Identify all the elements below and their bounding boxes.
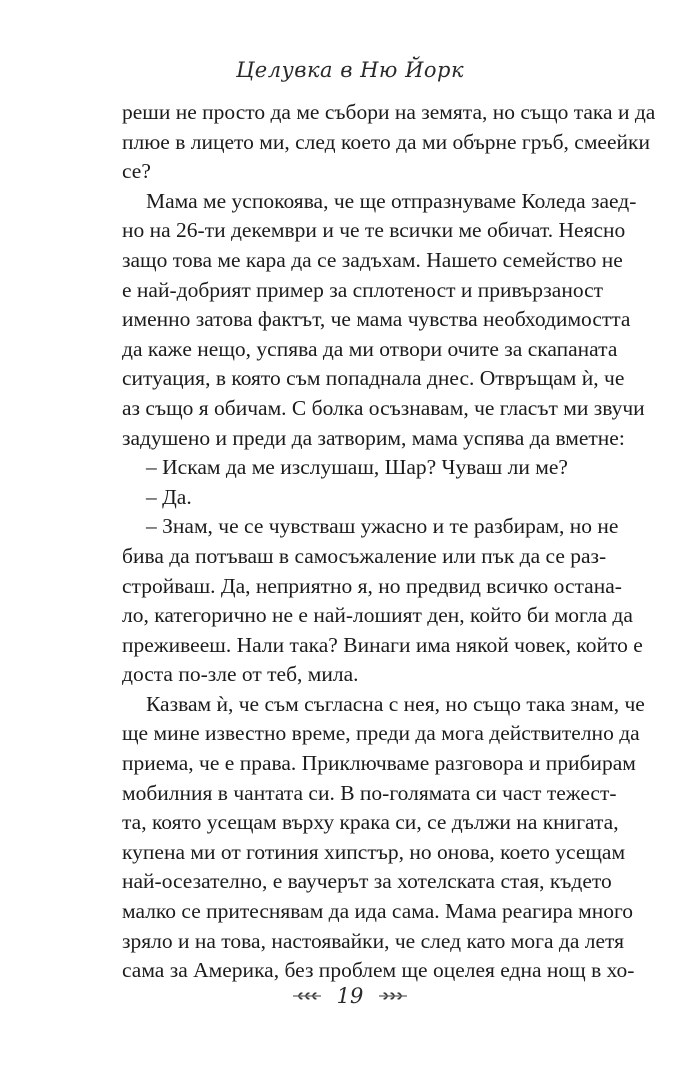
text-line: ло, категорично не е най-лошият ден, който би могла да bbox=[122, 603, 633, 628]
page-number: 19 bbox=[336, 983, 364, 1008]
text-line: мобилния в чантата си. В по-голямата си част тежест- bbox=[122, 780, 617, 805]
text-line: – Знам, че се чувстваш ужасно и те разбирам, но не bbox=[146, 514, 619, 539]
running-title: Целувка в Ню Йорк bbox=[235, 58, 465, 82]
text-line: е най-добрият пример за сплотеност и привързаност bbox=[122, 277, 604, 302]
text-line: Мама ме успокоява, че ще отпразнуваме Коледа заед- bbox=[146, 188, 637, 213]
text-line: реши не просто да ме събори на земята, но също така и да bbox=[122, 100, 656, 124]
leaf-ornament-icon bbox=[292, 990, 322, 1002]
text-line: защо това ме кара да се задъхам. Нашето семейство не bbox=[122, 247, 623, 272]
text-line: задушено и преди да затворим, мама успява да вметне: bbox=[122, 425, 625, 450]
body-text bbox=[122, 98, 656, 986]
text-line: Казвам ѝ, че съм съгласна с нея, но също така знам, че bbox=[146, 691, 645, 716]
text-line: приема, че е права. Приключваме разговора и прибирам bbox=[122, 751, 636, 776]
leaf-ornament-icon bbox=[378, 990, 408, 1002]
text-line: доста по-зле от теб, мила. bbox=[122, 662, 359, 687]
text-line: ситуация, в която съм попаднала днес. Отвръщам ѝ, че bbox=[122, 366, 625, 391]
text-line: сама за Америка, без проблем ще оцелея една нощ в хо- bbox=[122, 958, 635, 983]
text-line: купена ми от готиния хипстър, но онова, което усещам bbox=[122, 839, 626, 864]
text-line: плюе в лицето ми, след което да ми обърне гръб, смеейки bbox=[122, 129, 650, 154]
text-line: зряло и на това, настоявайки, че след като мога да летя bbox=[122, 928, 625, 953]
text-line: малко се притеснявам да ида сама. Мама реагира много bbox=[122, 899, 634, 924]
text-line: да кажe нещо, успява да ми отвори очите за скапаната bbox=[122, 336, 618, 361]
text-line: се? bbox=[122, 159, 151, 184]
text-line: най-осезателно, е ваучерът за хотелската стая, където bbox=[122, 869, 612, 894]
text-line: – Да. bbox=[146, 484, 192, 509]
text-line: стройваш. Да, неприятно я, но предвид всичко остана- bbox=[122, 573, 622, 598]
text-line: преживееш. Нали така? Винаги има някой човек, който е bbox=[122, 632, 643, 657]
text-line: ще мине известно време, преди да мога действително да bbox=[122, 721, 640, 746]
page-footer bbox=[0, 982, 700, 1008]
text-line: – Искам да ме изслушаш, Шар? Чуваш ли ме? bbox=[146, 455, 568, 480]
text-line: именно затова фактът, че мама чувства необходимостта bbox=[122, 307, 631, 332]
text-line: аз също я обичам. С болка осъзнавам, че гласът ми звучи bbox=[122, 395, 645, 420]
text-line: бива да потъваш в самосъжаление или пък да се раз- bbox=[122, 543, 607, 568]
text-line: та, която усещам върху крака си, се дължи на книгата, bbox=[122, 810, 619, 835]
text-line: но на 26-ти декември и че те всички ме обичат. Неясно bbox=[122, 218, 626, 243]
